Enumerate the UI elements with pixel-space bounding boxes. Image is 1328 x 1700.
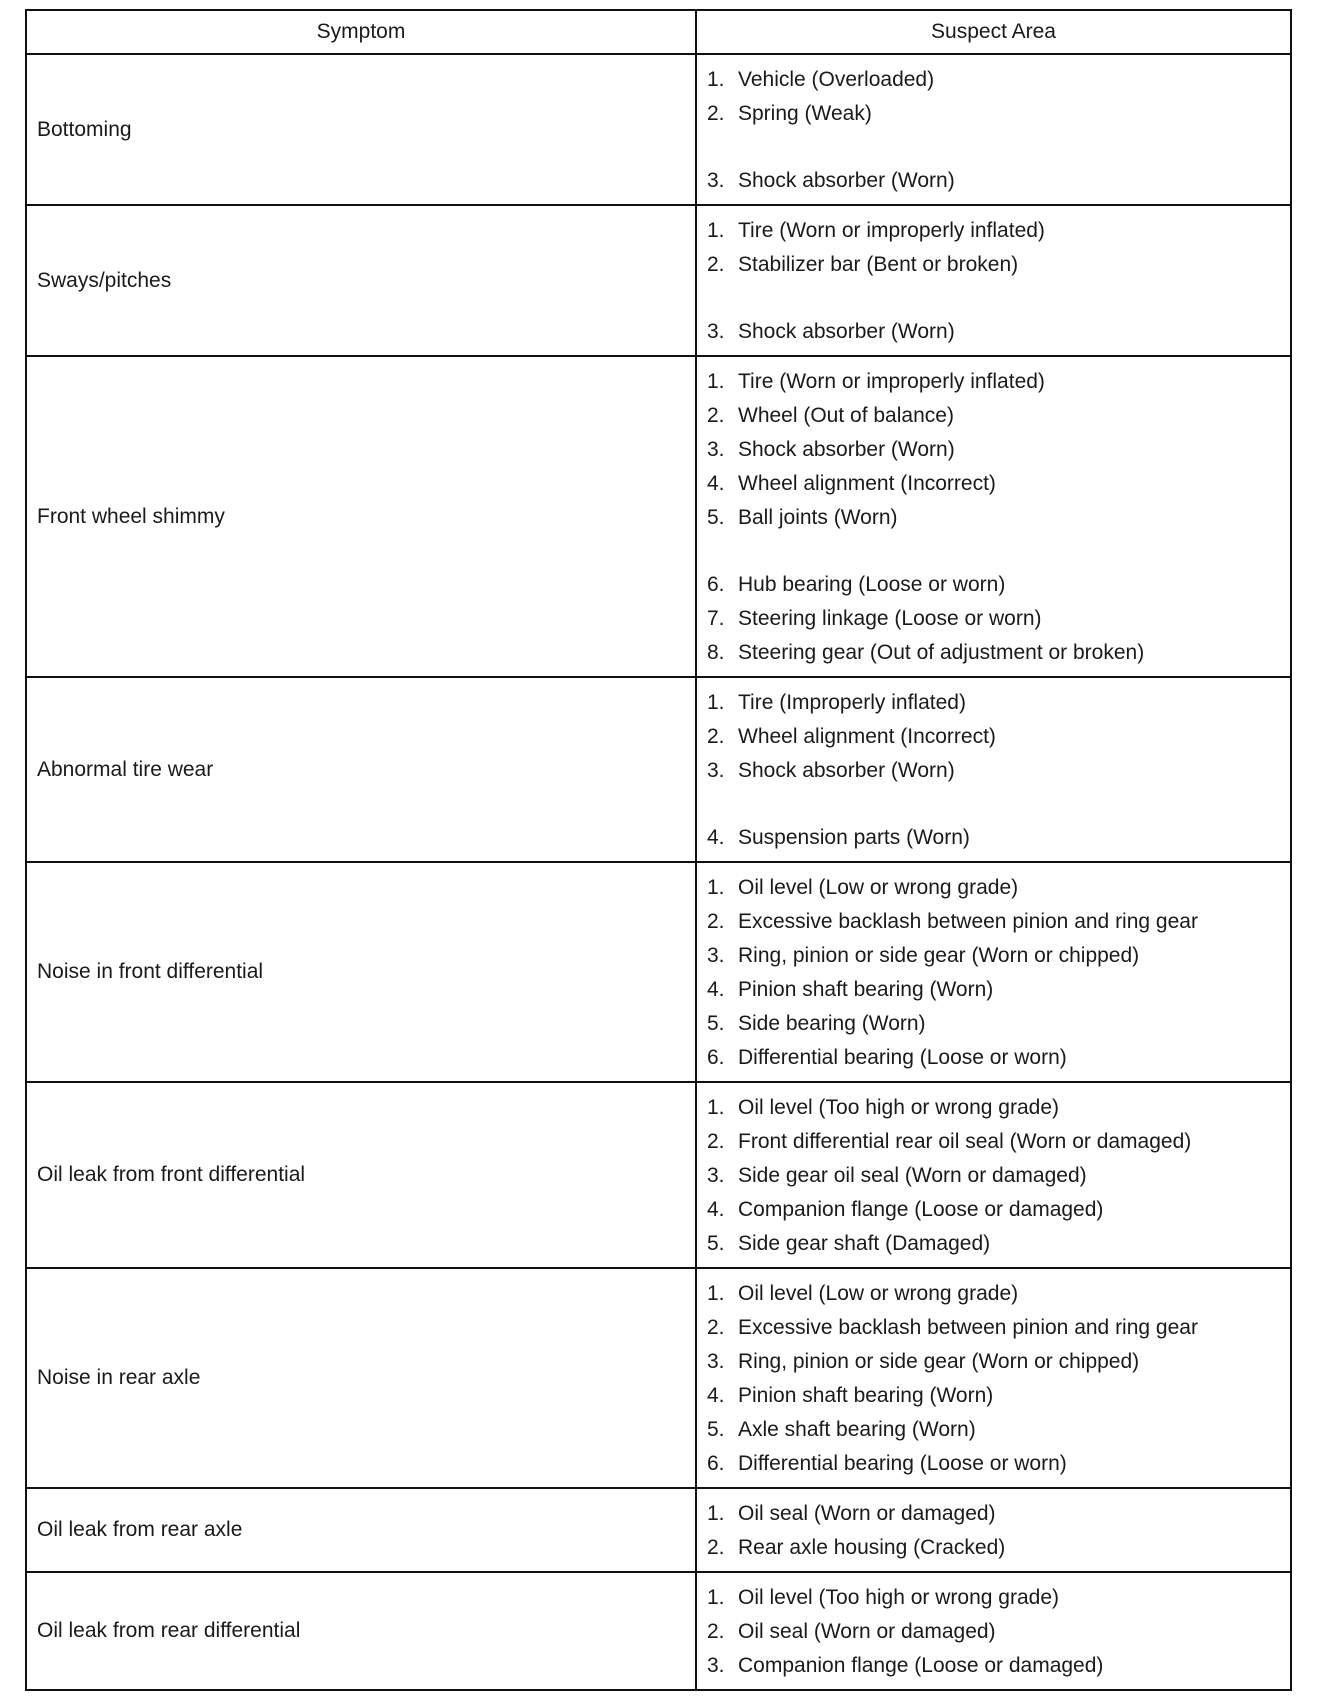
list-item: [707, 568, 1290, 602]
item-number: 7.: [707, 607, 725, 630]
suspect-area-cell: [696, 205, 1291, 356]
list-item: [707, 636, 1290, 670]
list-item: [707, 1159, 1290, 1193]
item-text: Front differential rear oil seal (Worn or damaged): [738, 1130, 1192, 1153]
list-item: [707, 1007, 1290, 1041]
item-number: 5.: [707, 1418, 725, 1441]
item-number: 5.: [707, 1232, 725, 1255]
item-number: 3.: [707, 944, 725, 967]
item-number: 1.: [707, 1586, 725, 1609]
item-number: 2.: [707, 1536, 725, 1559]
item-text: Suspension parts (Worn): [738, 826, 970, 849]
item-number: 4.: [707, 826, 725, 849]
item-number: 2.: [707, 910, 725, 933]
item-text: Steering linkage (Loose or worn): [738, 607, 1042, 630]
item-text: Ring, pinion or side gear (Worn or chipped): [738, 944, 1140, 967]
item-number: 3.: [707, 438, 725, 461]
list-item: [707, 1193, 1290, 1227]
list-item: [707, 1277, 1290, 1311]
item-number: 1.: [707, 219, 725, 242]
list-item: [707, 1091, 1290, 1125]
suspect-area-cell: [696, 1488, 1291, 1572]
suspect-area-cell: [696, 677, 1291, 862]
suspect-area-cell: [696, 1572, 1291, 1690]
item-text: Oil level (Low or wrong grade): [738, 876, 1019, 899]
symptom-cell: Oil leak from rear axle: [26, 1488, 696, 1572]
table-row: [26, 205, 1291, 356]
item-text: Hub bearing (Loose or worn): [738, 573, 1006, 596]
item-text: Excessive backlash between pinion and ring gear: [738, 1316, 1198, 1339]
item-number: 1.: [707, 68, 725, 91]
item-text: Pinion shaft bearing (Worn): [738, 1384, 994, 1407]
item-number: 1.: [707, 876, 725, 899]
list-item: [707, 1041, 1290, 1075]
item-text: Oil level (Too high or wrong grade): [738, 1586, 1059, 1609]
list-item: [707, 1531, 1290, 1565]
item-text: Vehicle (Overloaded): [738, 68, 935, 91]
suspect-area-cell: [696, 1082, 1291, 1268]
item-number: 2.: [707, 1130, 725, 1153]
item-number: 4.: [707, 978, 725, 1001]
list-item: [707, 214, 1290, 248]
list-item: [707, 467, 1290, 501]
item-text: Tire (Worn or improperly inflated): [738, 370, 1045, 393]
list-item: [707, 1345, 1290, 1379]
symptom-cell: Front wheel shimmy: [26, 356, 696, 677]
list-item: [707, 754, 1290, 788]
item-number: 4.: [707, 1384, 725, 1407]
item-number: 5.: [707, 506, 725, 529]
item-text: Pinion shaft bearing (Worn): [738, 978, 994, 1001]
list-item: [707, 399, 1290, 433]
item-number: 8.: [707, 641, 725, 664]
item-text: Wheel (Out of balance): [738, 404, 954, 427]
item-text: Steering gear (Out of adjustment or broken): [738, 641, 1145, 664]
list-item: [707, 1615, 1290, 1649]
list-item: [707, 1125, 1290, 1159]
item-number: 4.: [707, 1198, 725, 1221]
list-item: [707, 1379, 1290, 1413]
suspect-area-cell: [696, 54, 1291, 205]
item-number: 3.: [707, 320, 725, 343]
item-number: 2.: [707, 404, 725, 427]
table-row: [26, 677, 1291, 862]
troubleshooting-table: [25, 9, 1292, 1691]
item-number: 1.: [707, 691, 725, 714]
item-text: Wheel alignment (Incorrect): [738, 472, 996, 495]
table-row: [26, 54, 1291, 205]
symptom-cell: Abnormal tire wear: [26, 677, 696, 862]
symptom-cell: Oil leak from front differential: [26, 1082, 696, 1268]
item-text: Companion flange (Loose or damaged): [738, 1654, 1104, 1677]
item-number: 1.: [707, 1096, 725, 1119]
item-text: Oil seal (Worn or damaged): [738, 1620, 996, 1643]
item-text: Tire (Improperly inflated): [738, 691, 966, 714]
list-item: [707, 63, 1290, 97]
item-number: 1.: [707, 1502, 725, 1525]
item-text: Spring (Weak): [738, 102, 872, 125]
symptom-cell: Noise in rear axle: [26, 1268, 696, 1488]
item-text: Oil level (Low or wrong grade): [738, 1282, 1019, 1305]
item-text: Ring, pinion or side gear (Worn or chipped): [738, 1350, 1140, 1373]
list-item: [707, 315, 1290, 349]
item-number: 1.: [707, 370, 725, 393]
table-body: [26, 54, 1291, 1690]
item-text: Oil level (Too high or wrong grade): [738, 1096, 1059, 1119]
list-item: [707, 1497, 1290, 1531]
list-item: [707, 973, 1290, 1007]
item-text: Shock absorber (Worn): [738, 169, 955, 192]
list-item: [707, 501, 1290, 535]
list-item: [707, 1311, 1290, 1345]
item-number: 5.: [707, 1012, 725, 1035]
symptom-cell: Noise in front differential: [26, 862, 696, 1082]
item-number: 6.: [707, 573, 725, 596]
item-text: Companion flange (Loose or damaged): [738, 1198, 1104, 1221]
list-item: [707, 821, 1290, 855]
symptom-cell: Bottoming: [26, 54, 696, 205]
list-item: [707, 1413, 1290, 1447]
item-text: Axle shaft bearing (Worn): [738, 1418, 976, 1441]
item-number: 2.: [707, 1620, 725, 1643]
list-item: [707, 433, 1290, 467]
item-number: 3.: [707, 169, 725, 192]
item-text: Tire (Worn or improperly inflated): [738, 219, 1045, 242]
item-number: 4.: [707, 472, 725, 495]
item-number: 3.: [707, 759, 725, 782]
item-number: 2.: [707, 1316, 725, 1339]
item-text: Shock absorber (Worn): [738, 320, 955, 343]
suspect-area-cell: [696, 356, 1291, 677]
table-row: [26, 1268, 1291, 1488]
list-item: [707, 97, 1290, 131]
list-item: [707, 686, 1290, 720]
symptom-header: Symptom: [26, 10, 696, 54]
symptom-cell: Oil leak from rear differential: [26, 1572, 696, 1690]
list-item: [707, 164, 1290, 198]
list-item: [707, 720, 1290, 754]
table-row: [26, 356, 1291, 677]
list-item: [707, 939, 1290, 973]
item-number: 3.: [707, 1350, 725, 1373]
item-text: Side gear shaft (Damaged): [738, 1232, 991, 1255]
header-row: [26, 10, 1291, 54]
item-text: Ball joints (Worn): [738, 506, 898, 529]
item-text: Shock absorber (Worn): [738, 759, 955, 782]
table-row: [26, 1082, 1291, 1268]
list-item: [707, 602, 1290, 636]
item-text: Wheel alignment (Incorrect): [738, 725, 996, 748]
list-item: [707, 365, 1290, 399]
item-text: Differential bearing (Loose or worn): [738, 1452, 1067, 1475]
item-number: 2.: [707, 102, 725, 125]
item-text: Excessive backlash between pinion and ring gear: [738, 910, 1198, 933]
list-item: [707, 871, 1290, 905]
item-text: Side bearing (Worn): [738, 1012, 926, 1035]
list-item: [707, 248, 1290, 282]
suspect-area-cell: [696, 1268, 1291, 1488]
table-row: [26, 862, 1291, 1082]
item-text: Stabilizer bar (Bent or broken): [738, 253, 1019, 276]
item-number: 6.: [707, 1452, 725, 1475]
list-item: [707, 1649, 1290, 1683]
item-number: 1.: [707, 1282, 725, 1305]
list-item: [707, 1227, 1290, 1261]
list-item: [707, 1447, 1290, 1481]
suspect-area-cell: [696, 862, 1291, 1082]
table-row: [26, 1572, 1291, 1690]
table-row: [26, 1488, 1291, 1572]
item-number: 2.: [707, 725, 725, 748]
item-number: 3.: [707, 1164, 725, 1187]
item-text: Rear axle housing (Cracked): [738, 1536, 1006, 1559]
item-text: Oil seal (Worn or damaged): [738, 1502, 996, 1525]
item-number: 2.: [707, 253, 725, 276]
list-item: [707, 905, 1290, 939]
suspect-area-header: Suspect Area: [696, 10, 1291, 54]
item-text: Side gear oil seal (Worn or damaged): [738, 1164, 1087, 1187]
item-number: 6.: [707, 1046, 725, 1069]
item-number: 3.: [707, 1654, 725, 1677]
list-item: [707, 1581, 1290, 1615]
item-text: Differential bearing (Loose or worn): [738, 1046, 1067, 1069]
symptom-cell: Sways/pitches: [26, 205, 696, 356]
item-text: Shock absorber (Worn): [738, 438, 955, 461]
